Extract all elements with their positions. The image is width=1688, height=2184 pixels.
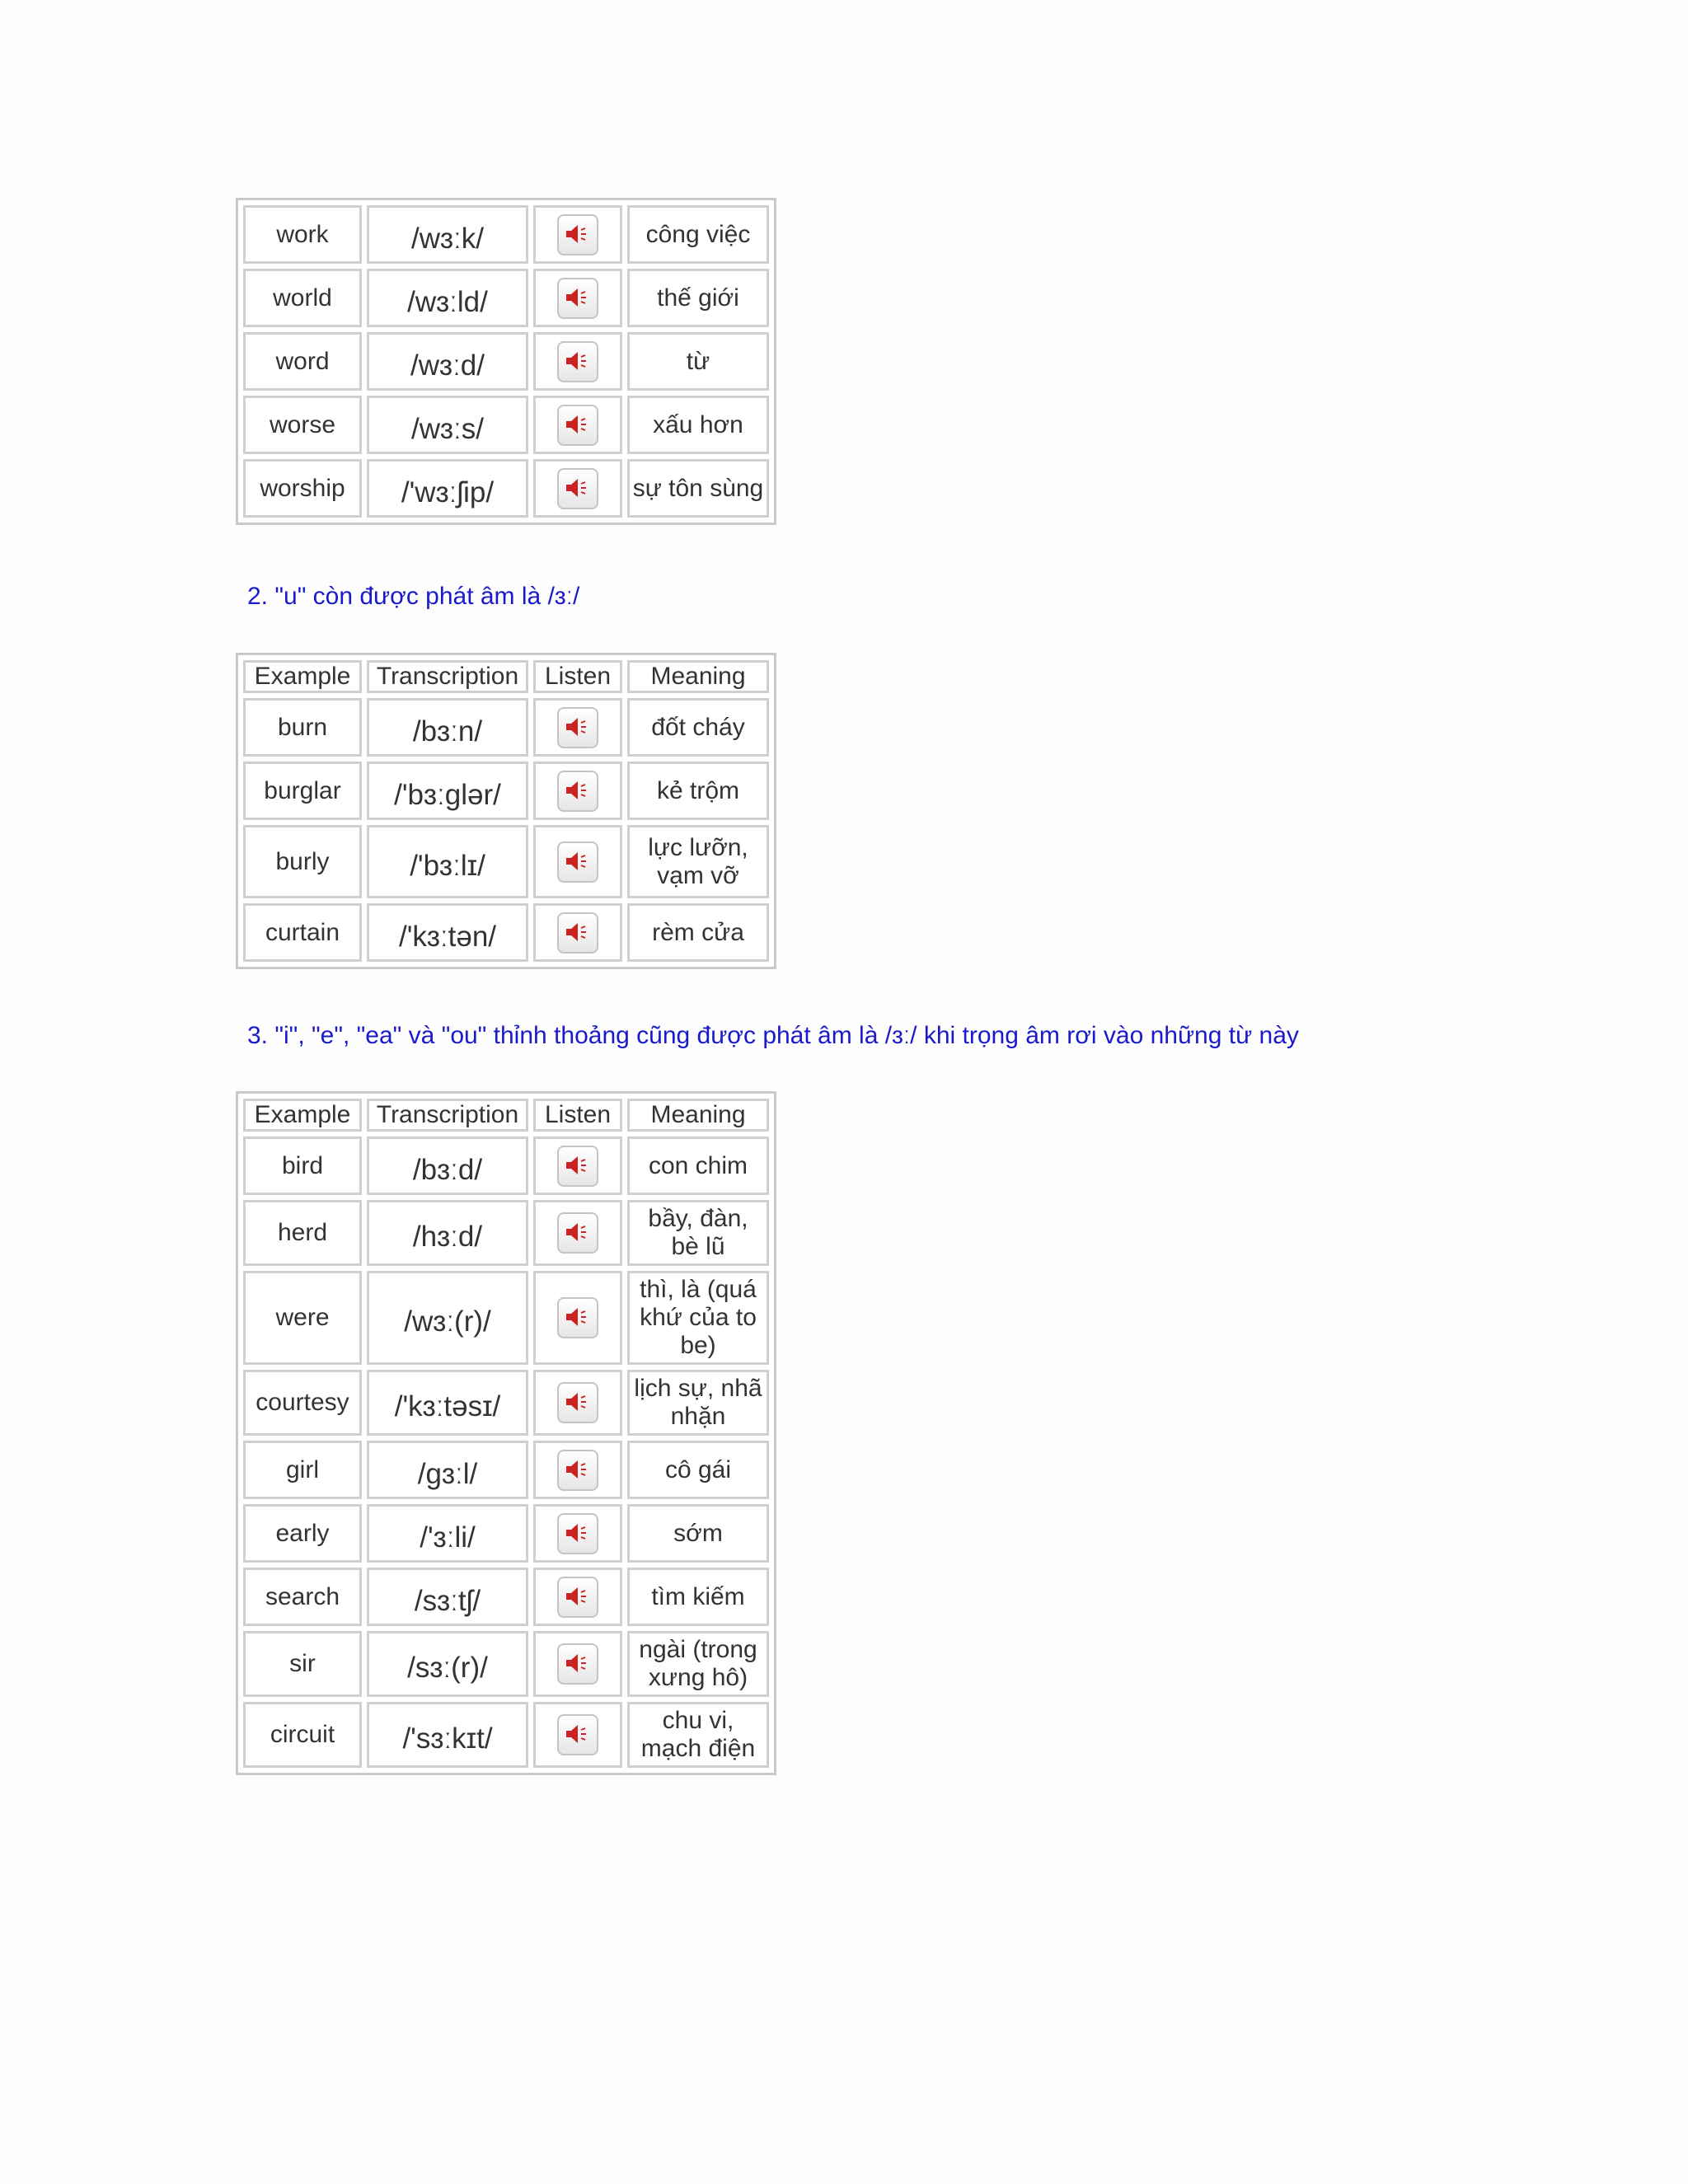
- column-header-example: Example: [243, 1099, 362, 1132]
- speaker-icon[interactable]: [557, 278, 598, 319]
- listen-cell: [533, 459, 622, 518]
- section-3-heading: 3. "i", "e", "ea" và "ou" thỉnh thoảng cũng được phát âm là /ɜː/ khi trọng âm rơi vào những từ này: [247, 1022, 1299, 1049]
- table-row: [243, 205, 769, 264]
- speaker-icon[interactable]: [557, 1450, 598, 1491]
- transcription-cell: /hɜːd/: [367, 1200, 528, 1266]
- word-cell: burglar: [243, 762, 362, 820]
- speaker-icon[interactable]: [557, 1146, 598, 1187]
- speaker-icon[interactable]: [557, 1212, 598, 1254]
- word-cell: world: [243, 269, 362, 327]
- table-row: [243, 1504, 769, 1563]
- transcription-cell: /gɜːl/: [367, 1441, 528, 1499]
- column-header-meaning: Meaning: [627, 660, 769, 693]
- listen-cell: [533, 1137, 622, 1195]
- table-row: [243, 1568, 769, 1626]
- table-row: [243, 269, 769, 327]
- listen-cell: [533, 903, 622, 962]
- listen-cell: [533, 1200, 622, 1266]
- table-row: [243, 1441, 769, 1499]
- speaker-icon[interactable]: [557, 341, 598, 382]
- column-header-transcription: Transcription: [367, 1099, 528, 1132]
- word-cell: courtesy: [243, 1370, 362, 1436]
- meaning-cell: thế giới: [627, 269, 769, 327]
- speaker-icon[interactable]: [557, 841, 598, 883]
- column-header-meaning: Meaning: [627, 1099, 769, 1132]
- listen-cell: [533, 1504, 622, 1563]
- transcription-cell: /wɜːk/: [367, 205, 528, 264]
- transcription-cell: /'kɜːtən/: [367, 903, 528, 962]
- transcription-cell: /bɜːn/: [367, 698, 528, 757]
- speaker-icon[interactable]: [557, 912, 598, 954]
- header-row: [243, 660, 769, 693]
- meaning-cell: thì, là (quá khứ của to be): [627, 1271, 769, 1365]
- table-row: [243, 1702, 769, 1768]
- word-cell: sir: [243, 1631, 362, 1697]
- table-row: [243, 396, 769, 454]
- meaning-cell: xấu hơn: [627, 396, 769, 454]
- table-row: [243, 762, 769, 820]
- meaning-cell: từ: [627, 332, 769, 391]
- speaker-icon[interactable]: [557, 468, 598, 509]
- speaker-icon[interactable]: [557, 707, 598, 748]
- meaning-cell: đốt cháy: [627, 698, 769, 757]
- listen-cell: [533, 396, 622, 454]
- speaker-icon[interactable]: [557, 1513, 598, 1554]
- listen-cell: [533, 205, 622, 264]
- meaning-cell: kẻ trộm: [627, 762, 769, 820]
- table-row: [243, 332, 769, 391]
- word-cell: worship: [243, 459, 362, 518]
- speaker-icon[interactable]: [557, 1382, 598, 1423]
- table-row: [243, 459, 769, 518]
- table-row: [243, 1200, 769, 1266]
- transcription-cell: /'bɜːglər/: [367, 762, 528, 820]
- transcription-cell: /wɜː(r)/: [367, 1271, 528, 1365]
- word-cell: burn: [243, 698, 362, 757]
- table-row: [243, 1370, 769, 1436]
- listen-cell: [533, 1631, 622, 1697]
- listen-cell: [533, 332, 622, 391]
- table-row: [243, 825, 769, 898]
- meaning-cell: lực lưỡn, vạm vỡ: [627, 825, 769, 898]
- listen-cell: [533, 269, 622, 327]
- listen-cell: [533, 1271, 622, 1365]
- vocab-table-1: [236, 198, 776, 525]
- transcription-cell: /sɜː(r)/: [367, 1631, 528, 1697]
- meaning-cell: lịch sự, nhã nhặn: [627, 1370, 769, 1436]
- transcription-cell: /'sɜːkɪt/: [367, 1702, 528, 1768]
- meaning-cell: sự tôn sùng: [627, 459, 769, 518]
- transcription-cell: /wɜːld/: [367, 269, 528, 327]
- table-row: [243, 1631, 769, 1697]
- listen-cell: [533, 698, 622, 757]
- word-cell: worse: [243, 396, 362, 454]
- transcription-cell: /wɜːs/: [367, 396, 528, 454]
- speaker-icon[interactable]: [557, 405, 598, 446]
- table-row: [243, 1137, 769, 1195]
- meaning-cell: bầy, đàn, bè lũ: [627, 1200, 769, 1266]
- column-header-example: Example: [243, 660, 362, 693]
- meaning-cell: ngài (trong xưng hô): [627, 1631, 769, 1697]
- word-cell: herd: [243, 1200, 362, 1266]
- column-header-transcription: Transcription: [367, 660, 528, 693]
- table-row: [243, 1271, 769, 1365]
- meaning-cell: rèm cửa: [627, 903, 769, 962]
- word-cell: word: [243, 332, 362, 391]
- word-cell: bird: [243, 1137, 362, 1195]
- listen-cell: [533, 1568, 622, 1626]
- word-cell: early: [243, 1504, 362, 1563]
- section-2-heading: 2. "u" còn được phát âm là /ɜː/: [247, 583, 580, 610]
- word-cell: search: [243, 1568, 362, 1626]
- word-cell: burly: [243, 825, 362, 898]
- vocab-table-3: [236, 1091, 776, 1775]
- transcription-cell: /'wɜːʃip/: [367, 459, 528, 518]
- meaning-cell: công việc: [627, 205, 769, 264]
- word-cell: were: [243, 1271, 362, 1365]
- transcription-cell: /wɜːd/: [367, 332, 528, 391]
- speaker-icon[interactable]: [557, 1714, 598, 1755]
- vocab-table-2: [236, 653, 776, 969]
- table-row: [243, 903, 769, 962]
- meaning-cell: con chim: [627, 1137, 769, 1195]
- meaning-cell: sớm: [627, 1504, 769, 1563]
- table-row: [243, 698, 769, 757]
- listen-cell: [533, 1702, 622, 1768]
- word-cell: girl: [243, 1441, 362, 1499]
- word-cell: work: [243, 205, 362, 264]
- header-row: [243, 1099, 769, 1132]
- listen-cell: [533, 1370, 622, 1436]
- meaning-cell: chu vi, mạch điện: [627, 1702, 769, 1768]
- transcription-cell: /sɜːtʃ/: [367, 1568, 528, 1626]
- listen-cell: [533, 762, 622, 820]
- speaker-icon[interactable]: [557, 214, 598, 255]
- speaker-icon[interactable]: [557, 1297, 598, 1338]
- speaker-icon[interactable]: [557, 1577, 598, 1618]
- speaker-icon[interactable]: [557, 1643, 598, 1685]
- word-cell: circuit: [243, 1702, 362, 1768]
- transcription-cell: /'bɜːlɪ/: [367, 825, 528, 898]
- column-header-listen: Listen: [533, 1099, 622, 1132]
- transcription-cell: /'ɜːli/: [367, 1504, 528, 1563]
- transcription-cell: /'kɜːtəsɪ/: [367, 1370, 528, 1436]
- listen-cell: [533, 825, 622, 898]
- meaning-cell: cô gái: [627, 1441, 769, 1499]
- meaning-cell: tìm kiếm: [627, 1568, 769, 1626]
- column-header-listen: Listen: [533, 660, 622, 693]
- speaker-icon[interactable]: [557, 771, 598, 812]
- word-cell: curtain: [243, 903, 362, 962]
- listen-cell: [533, 1441, 622, 1499]
- transcription-cell: /bɜːd/: [367, 1137, 528, 1195]
